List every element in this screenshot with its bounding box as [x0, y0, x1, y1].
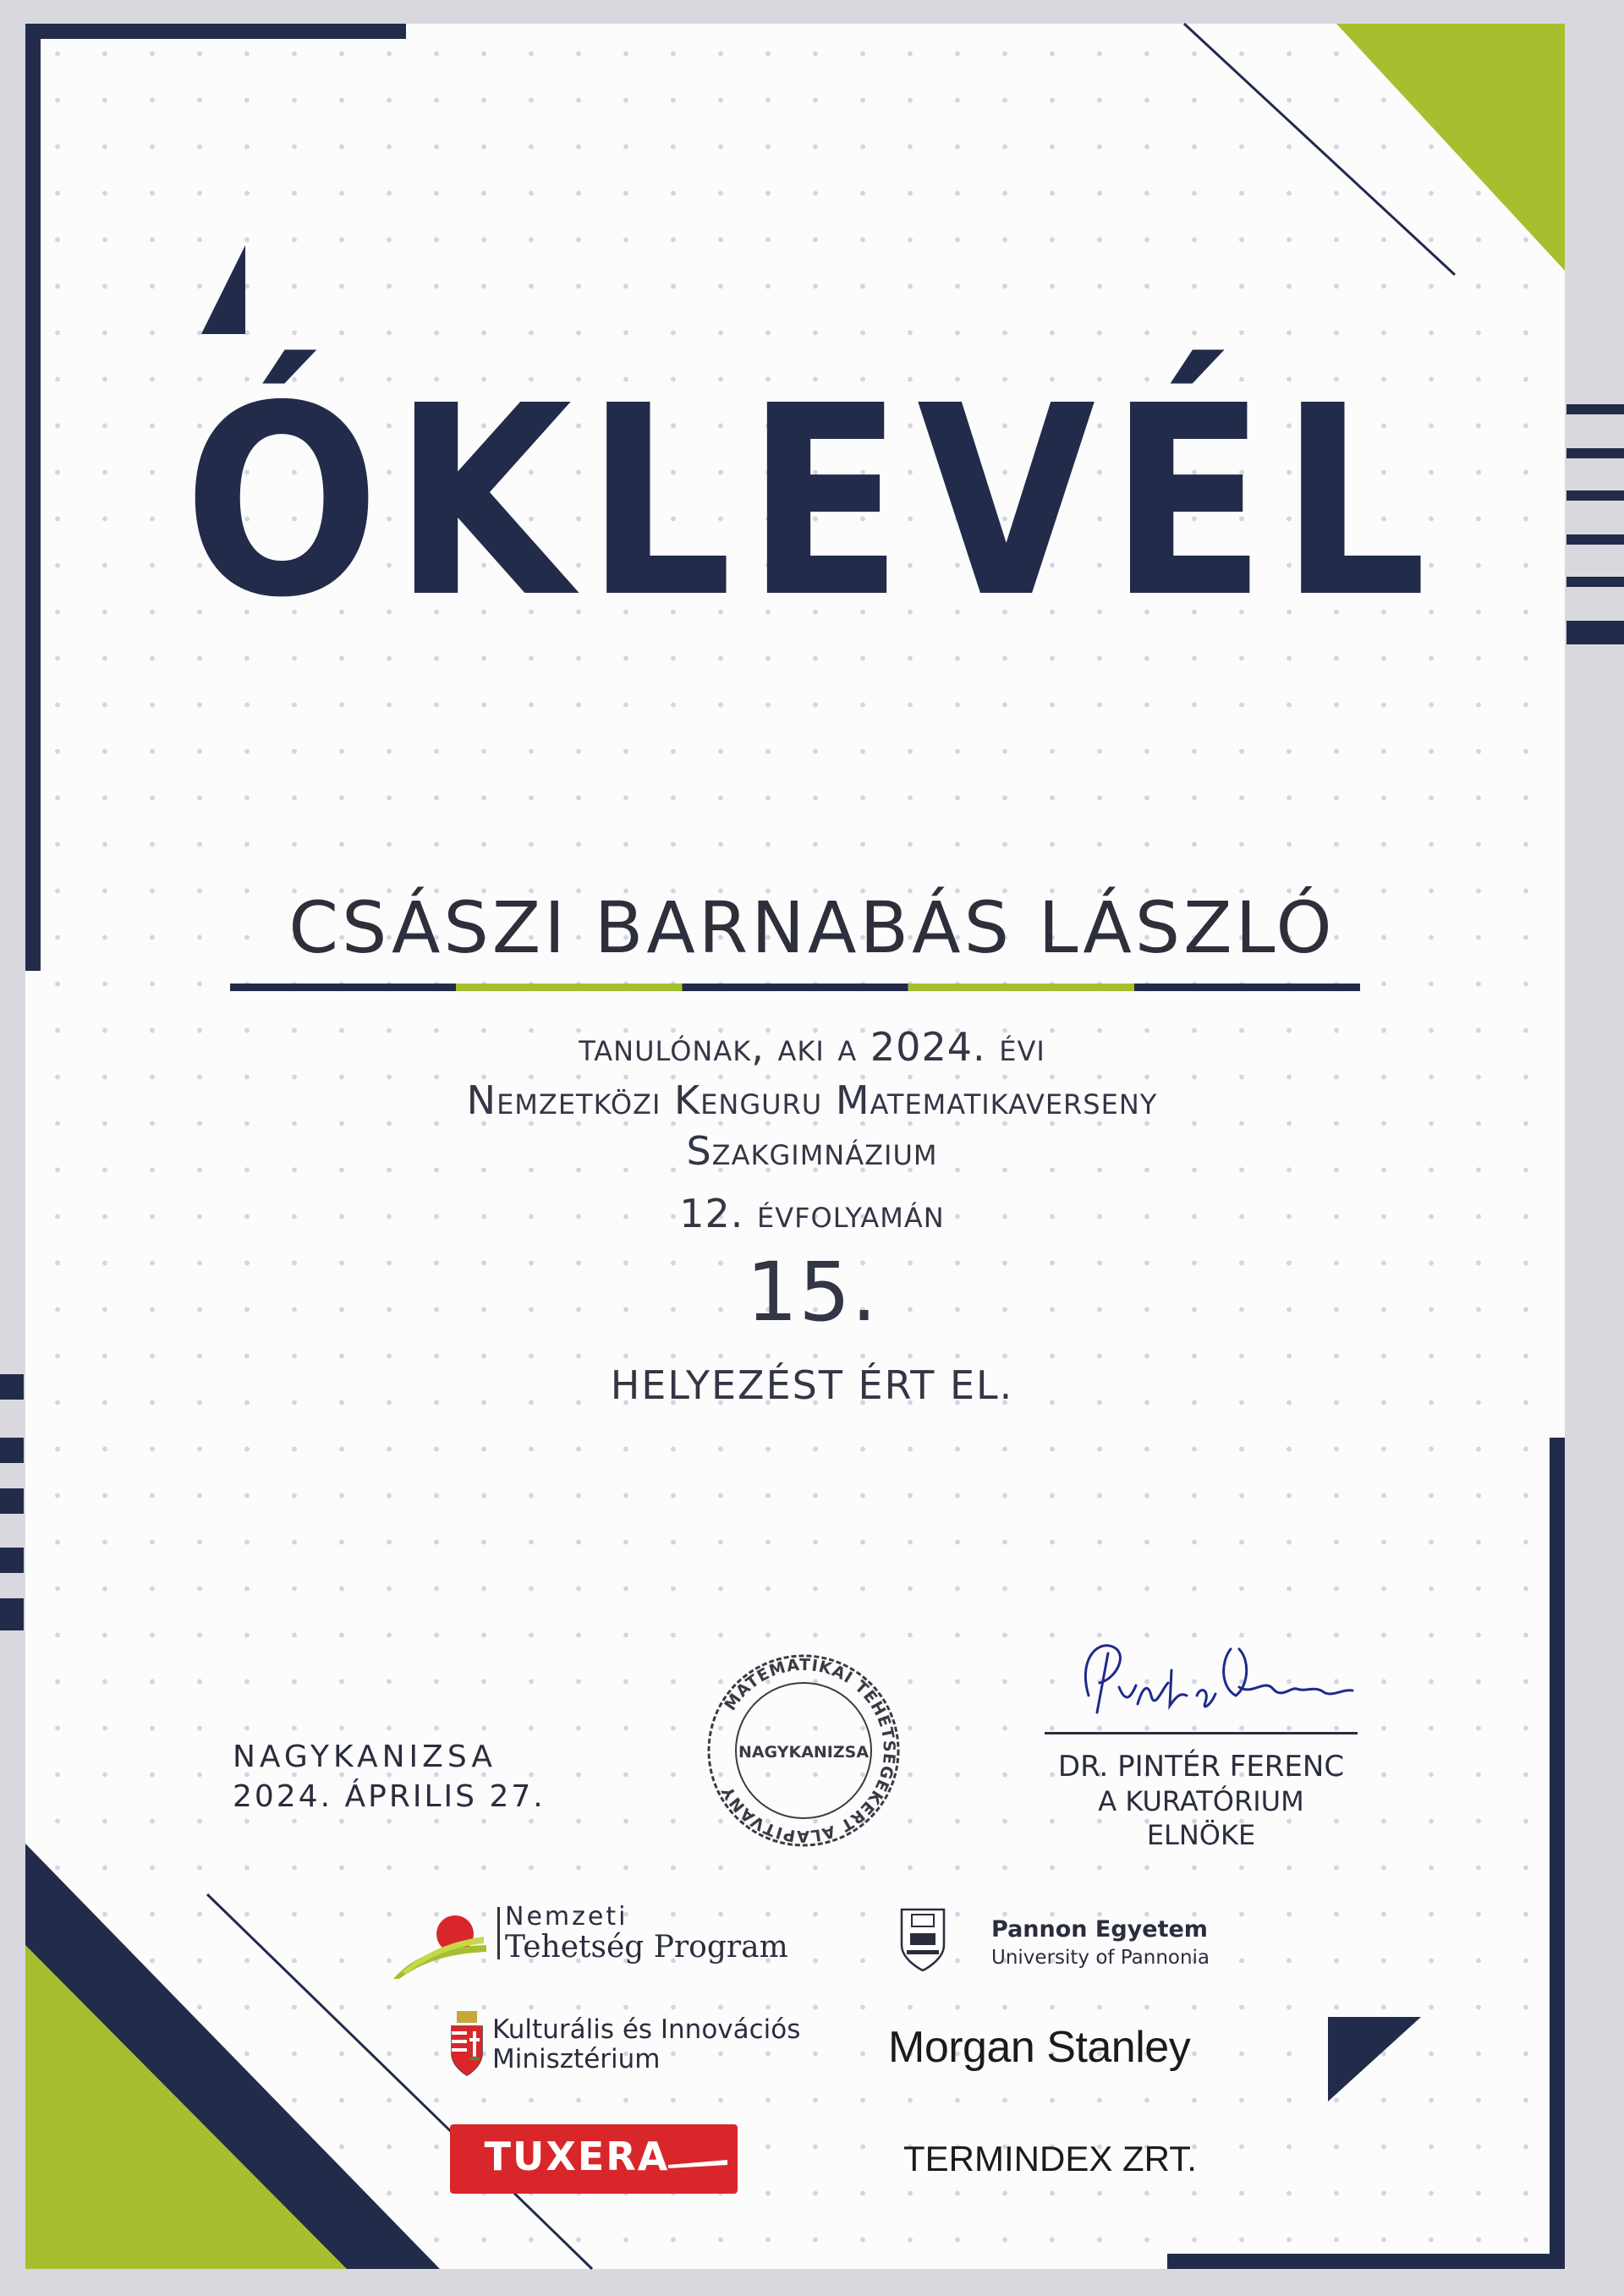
ntp-logo-line1: Nemzeti: [505, 1902, 628, 1932]
achievement-line: HELYEZÉST ÉRT EL.: [610, 1362, 1014, 1408]
top-left-triangle-accent: [201, 245, 245, 334]
signer-title: A KURATÓRIUM ELNÖKE: [1098, 1785, 1304, 1851]
certificate-title: ÓKLEVÉL: [184, 350, 1440, 655]
recipient-name: CSÁSZI BARNABÁS LÁSZLÓ: [288, 886, 1336, 969]
ntp-logo-icon: [389, 1904, 491, 1981]
stamp-ring-text: MATEMATIKAI TEHETSÉGEKÉRT ALAPÍTVÁNY: [717, 1655, 899, 1846]
competition-name: Nemzetközi Kenguru Matematikaverseny: [466, 1077, 1158, 1123]
pannon-name: Pannon Egyetem: [991, 1916, 1208, 1943]
ministry-logo-line1: Kulturális és Innovációs: [492, 2014, 801, 2045]
pannon-crest-icon: [897, 1904, 949, 1972]
ministry-logo-line2: Minisztérium: [492, 2044, 661, 2074]
signature-mark: [1070, 1636, 1374, 1729]
category-name: Szakgimnázium: [686, 1128, 938, 1174]
hungarian-coat-of-arms-icon: [448, 2011, 486, 2077]
ntp-logo-line2: Tehetség Program: [505, 1930, 788, 1964]
intro-line: tanulónak, aki a 2024. évi: [579, 1024, 1045, 1070]
stamp-center-text: NAGYKANIZSA: [738, 1743, 870, 1762]
tuxera-logo-text: TUXERA: [484, 2134, 670, 2179]
pannon-subtitle: University of Pannonia: [991, 1947, 1210, 1969]
top-right-green-corner: [1336, 24, 1565, 271]
morgan-stanley-logo: Morgan Stanley: [888, 2023, 1191, 2072]
bottom-right-triangle-accent: [1328, 2017, 1421, 2101]
signer-name: DR. PINTÉR FERENC: [1057, 1750, 1345, 1784]
grade-line: 12. évfolyamán: [679, 1191, 945, 1236]
ntp-divider: [497, 1907, 500, 1959]
name-underline: [230, 984, 1360, 991]
tuxera-swoosh-icon: [668, 2155, 727, 2172]
issue-place: NAGYKANIZSA: [233, 1740, 497, 1774]
signature-line: [1045, 1732, 1358, 1734]
termindex-logo: TERMINDEX ZRT.: [903, 2139, 1197, 2178]
foundation-stamp: [681, 1649, 926, 1852]
placement-number: 15.: [746, 1245, 878, 1340]
issue-date: 2024. ÁPRILIS 27.: [233, 1779, 546, 1814]
